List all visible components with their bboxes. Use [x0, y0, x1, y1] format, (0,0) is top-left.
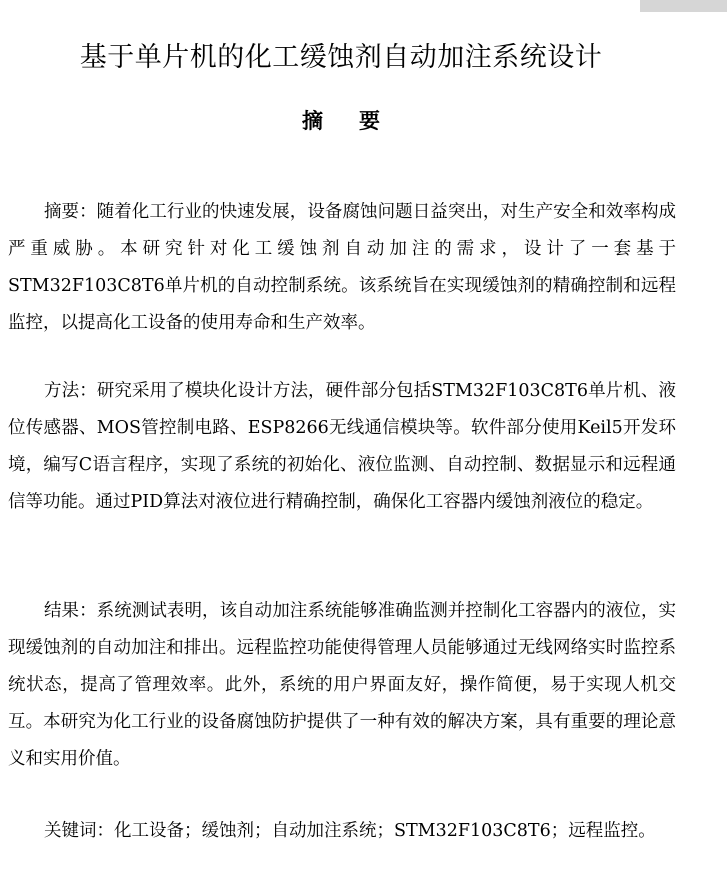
paragraph-label: 结果：: [44, 601, 97, 621]
document-title: 基于单片机的化工缓蚀剂自动加注系统设计: [79, 42, 603, 73]
paragraph-text: 随着化工行业的快速发展，设备腐蚀问题日益突出，对生产安全和效率构成严重威胁。本研究针对化工缓蚀剂自动加注的需求，设计了一套基于STM32F103C8T6单片机的自动控制系统。该系统旨在实现缓蚀剂的精确控制和远程监控，以提高化工设备的使用寿命和生产效率。: [8, 202, 676, 333]
abstract-heading-char-2: 要: [359, 109, 380, 133]
paragraph-text: 研究采用了模块化设计方法，硬件部分包括STM32F103C8T6单片机、液位传感器、MOS管控制电路、ESP8266无线通信模块等。软件部分使用Keil5开发环境，编写C语言程序，实现了系统的初始化、液位监测、自动控制、数据显示和远程通信等功能。通过PID算法对液位进行精确控制，确保化工容器内缓蚀剂液位的稳定。: [8, 381, 676, 512]
corner-scrollbar-block: [640, 0, 727, 12]
paragraph-label: 摘要：: [44, 202, 97, 222]
paragraph-label: 方法：: [44, 381, 97, 401]
keywords-text: 化工设备；缓蚀剂；自动加注系统；STM32F103C8T6；远程监控。: [114, 821, 656, 841]
abstract-paragraph-results: [8, 593, 676, 778]
keywords-line: [8, 813, 676, 850]
abstract-paragraph-summary: [8, 194, 676, 342]
abstract-heading-char-1: 摘: [302, 109, 323, 133]
abstract-heading: [0, 104, 682, 138]
abstract-paragraph-method: [8, 373, 676, 521]
keywords-label: 关键词：: [44, 821, 114, 841]
paragraph-text: 系统测试表明，该自动加注系统能够准确监测并控制化工容器内的液位，实现缓蚀剂的自动加注和排出。远程监控功能使得管理人员能够通过无线网络实时监控系统状态，提高了管理效率。此外，系统的用户界面友好，操作简便，易于实现人机交互。本研究为化工行业的设备腐蚀防护提供了一种有效的解决方案，具有重要的理论意义和实用价值。: [8, 601, 676, 769]
